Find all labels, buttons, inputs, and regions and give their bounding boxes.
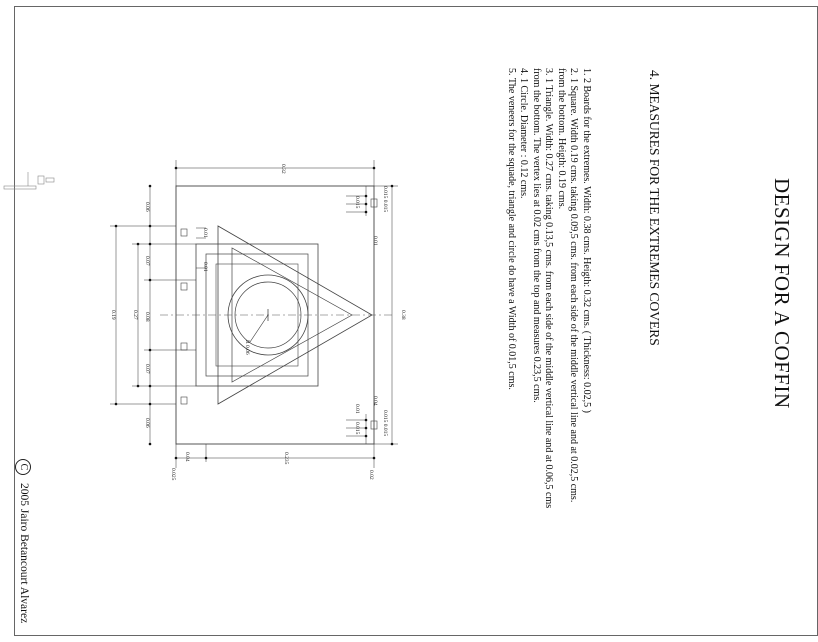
note-line: from the bottom. Heigth: 0.19 cms. [556, 68, 567, 210]
dim-left-offset: 0.04 [184, 452, 190, 462]
radius-label: R 0.06 [244, 340, 250, 355]
dimension-ticks [115, 167, 394, 460]
note-line: from the bottom. The vertex lies at 0.02 cms from the top and measures 0.23,5 cms. [531, 68, 542, 403]
dim-bottom-single: 0.015 [354, 422, 360, 435]
note-line: 5. The veneers for the squade, triangle and circle do have a Width of 0.01,5 cms. [506, 68, 517, 390]
dim-row-b: 0.07 [144, 256, 150, 266]
dim-top-single: 0.015 [354, 196, 360, 209]
radius-leader [250, 315, 268, 342]
dim-row-a: 0.06 [144, 202, 150, 212]
dim-small-top: 0.01 [202, 228, 208, 238]
dim-bottom-width: 0.235 [283, 452, 289, 465]
dim-bottom-small: 0.01 [354, 404, 360, 414]
dim-bottom-mid: 0.04 [372, 396, 378, 406]
dim-small-mid: 0.01 [202, 262, 208, 272]
note-line: 4. 1 Circle. Diameter : 0.12 cms. [518, 68, 530, 199]
page-title: DESIGN FOR A COFFIN [770, 178, 794, 409]
note-line: 2. 1 Square. Width 0.19 cms. taking 0.09,5 cms. from each side of the middle vertical line and at 0.02,5 cms. [568, 68, 580, 503]
note-line: 1. 2 Boards for the extremes. Width: 0.38 cms. Heigth: 0.32 cms. ( Thickness: 0.02,5 ) [581, 68, 592, 414]
dim-bottom-pair: 0.015 0.015 [382, 410, 388, 437]
dim-overall-width: 0.32 [280, 164, 286, 174]
dim-inner-27: 0.27 [132, 310, 138, 320]
dim-top-pair: 0.015 0.015 [382, 186, 388, 213]
note-line: 3. 1 Triangle. Width: 0.27 cms. taking 0.13,5 cms. from each side of the middle vertical line and at 0.06,5 cms [543, 68, 555, 509]
dim-top-margin: 0.02 [368, 470, 374, 480]
toolbar-artifact [4, 172, 54, 189]
dim-bottom-margin: 0.025 [170, 468, 176, 481]
dim-row-c: 0.08 [144, 312, 150, 322]
dim-overall-height: 0.38 [400, 310, 406, 320]
dowel-boxes [181, 199, 377, 429]
copyright-icon: C [15, 459, 31, 475]
dim-top-single-b: 0.01 [372, 236, 378, 246]
dim-row-e: 0.06 [144, 418, 150, 428]
section-heading: 4. MEASURES FOR THE EXTREMES COVERS [647, 70, 662, 346]
dim-row-d: 0.07 [144, 364, 150, 374]
dim-group-19: 0.19 [110, 310, 116, 320]
copyright-text: 2005 Jairo Betancourt Alvarez [18, 483, 30, 624]
